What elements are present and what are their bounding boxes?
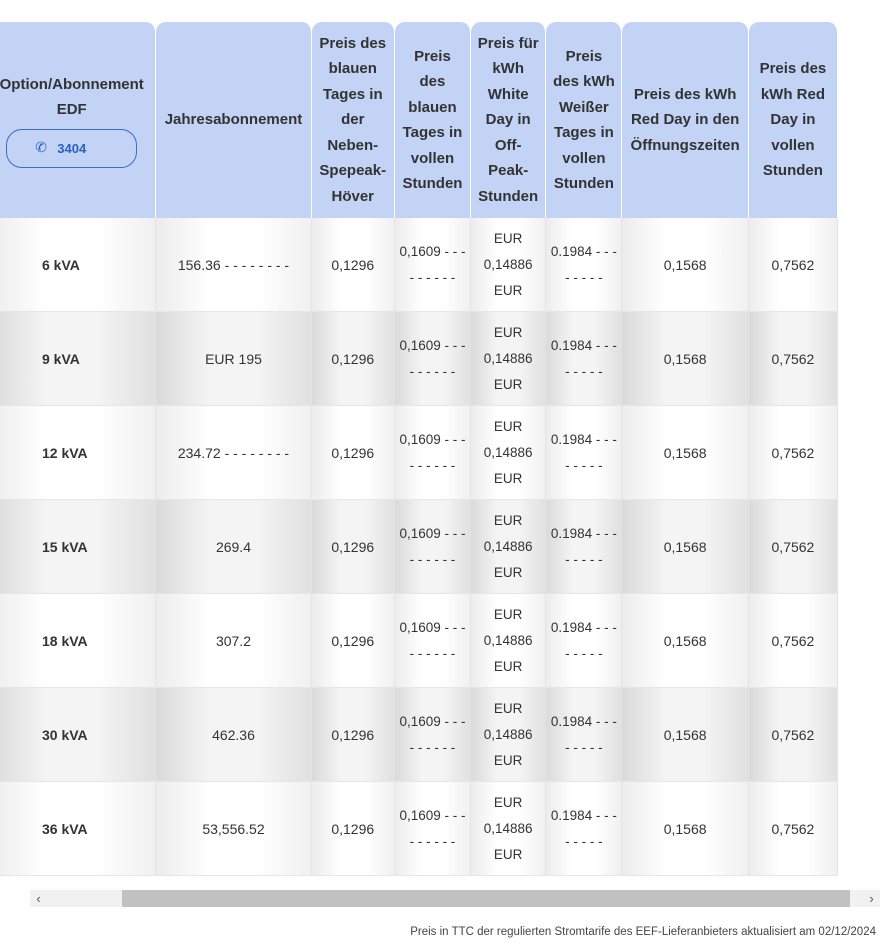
cell-blue-offpeak: 0,1296: [312, 406, 395, 500]
cell-red-peak: 0,7562: [749, 406, 838, 500]
cell-subscription: 269.4: [156, 500, 311, 594]
header-blue-offpeak: Preis des blauen Tages in der Neben-Spepeak-Höver: [312, 22, 395, 218]
cell-red-peak: 0,7562: [749, 782, 838, 876]
cell-white-peak: 0.1984 - - - - - - - -: [546, 500, 622, 594]
cell-power: 6 kVA: [0, 218, 156, 312]
cell-blue-peak: 0,1609 - - - - - - - - -: [395, 500, 471, 594]
table-row: [0, 218, 838, 312]
cell-blue-peak: 0,1609 - - - - - - - - -: [395, 782, 471, 876]
cell-subscription: 156.36 - - - - - - - -: [156, 218, 311, 312]
cell-white-peak: 0.1984 - - - - - - - -: [546, 688, 622, 782]
header-option-label: Option/Abonnement EDF: [0, 75, 144, 119]
cell-white-offpeak: EUR 0,14886 EUR: [471, 782, 547, 876]
cell-white-peak: 0.1984 - - - - - - - -: [546, 312, 622, 406]
cell-white-offpeak: EUR 0,14886 EUR: [471, 688, 547, 782]
table-row: [0, 312, 838, 406]
phone-icon: ✆: [35, 138, 47, 155]
cell-power: 12 kVA: [0, 406, 156, 500]
phone-button[interactable]: [6, 129, 137, 169]
cell-red-offpeak: 0,1568: [622, 782, 748, 876]
scroll-left-icon[interactable]: ‹: [36, 891, 41, 906]
cell-white-offpeak: EUR 0,14886 EUR: [471, 594, 547, 688]
cell-blue-offpeak: 0,1296: [312, 218, 395, 312]
cell-red-offpeak: 0,1568: [622, 688, 748, 782]
cell-white-offpeak: EUR 0,14886 EUR: [471, 406, 547, 500]
header-white-peak: Preis des kWh Weißer Tages in vollen Stunden: [546, 22, 622, 218]
cell-red-offpeak: 0,1568: [622, 312, 748, 406]
table-row: [0, 406, 838, 500]
cell-white-peak: 0.1984 - - - - - - - -: [546, 594, 622, 688]
cell-red-peak: 0,7562: [749, 500, 838, 594]
cell-subscription: 53,556.52: [156, 782, 311, 876]
table-row: [0, 688, 838, 782]
header-blue-peak: Preis des blauen Tages in vollen Stunden: [395, 22, 471, 218]
cell-subscription: 234.72 - - - - - - - -: [156, 406, 311, 500]
cell-subscription: 462.36: [156, 688, 311, 782]
cell-subscription: EUR 195: [156, 312, 311, 406]
cell-blue-peak: 0,1609 - - - - - - - - -: [395, 312, 471, 406]
cell-blue-offpeak: 0,1296: [312, 782, 395, 876]
scroll-thumb[interactable]: [122, 890, 850, 907]
cell-red-offpeak: 0,1568: [622, 406, 748, 500]
cell-blue-peak: 0,1609 - - - - - - - - -: [395, 594, 471, 688]
cell-red-offpeak: 0,1568: [622, 218, 748, 312]
horizontal-scrollbar[interactable]: [30, 890, 880, 907]
cell-white-peak: 0.1984 - - - - - - - -: [546, 406, 622, 500]
cell-power: 15 kVA: [0, 500, 156, 594]
cell-red-peak: 0,7562: [749, 688, 838, 782]
cell-blue-offpeak: 0,1296: [312, 594, 395, 688]
cell-blue-offpeak: 0,1296: [312, 312, 395, 406]
cell-power: 36 kVA: [0, 782, 156, 876]
cell-blue-peak: 0,1609 - - - - - - - - -: [395, 688, 471, 782]
table-row: [0, 594, 838, 688]
price-table-viewport[interactable]: [0, 22, 880, 877]
cell-blue-peak: 0,1609 - - - - - - - - -: [395, 218, 471, 312]
cell-power: 30 kVA: [0, 688, 156, 782]
header-subscription: Jahresabonnement: [156, 22, 311, 218]
cell-white-peak: 0.1984 - - - - - - - -: [546, 218, 622, 312]
cell-white-offpeak: EUR 0,14886 EUR: [471, 312, 547, 406]
header-option: [0, 22, 156, 218]
cell-blue-offpeak: 0,1296: [312, 688, 395, 782]
cell-subscription: 307.2: [156, 594, 311, 688]
cell-red-peak: 0,7562: [749, 312, 838, 406]
table-row: [0, 782, 838, 876]
cell-red-peak: 0,7562: [749, 218, 838, 312]
cell-power: 9 kVA: [0, 312, 156, 406]
cell-white-peak: 0.1984 - - - - - - - -: [546, 782, 622, 876]
scroll-right-icon[interactable]: ›: [869, 891, 874, 906]
cell-white-offpeak: EUR 0,14886 EUR: [471, 500, 547, 594]
cell-blue-offpeak: 0,1296: [312, 500, 395, 594]
header-white-offpeak: Preis für kWh White Day in Off-Peak-Stunden: [471, 22, 547, 218]
footnote: Preis in TTC der regulierten Stromtarife des EEF-Lieferanbieters aktualisiert am 02/12/2024: [410, 926, 876, 938]
cell-blue-peak: 0,1609 - - - - - - - - -: [395, 406, 471, 500]
table-row: [0, 500, 838, 594]
cell-white-offpeak: EUR 0,14886 EUR: [471, 218, 547, 312]
header-red-peak: Preis des kWh Red Day in vollen Stunden: [749, 22, 838, 218]
cell-red-offpeak: 0,1568: [622, 500, 748, 594]
price-table: [0, 22, 838, 876]
cell-power: 18 kVA: [0, 594, 156, 688]
cell-red-peak: 0,7562: [749, 594, 838, 688]
cell-red-offpeak: 0,1568: [622, 594, 748, 688]
header-red-offpeak: Preis des kWh Red Day in den Öffnungszeiten: [622, 22, 748, 218]
table-header-row: [0, 22, 838, 218]
phone-number: 3404: [57, 140, 87, 156]
